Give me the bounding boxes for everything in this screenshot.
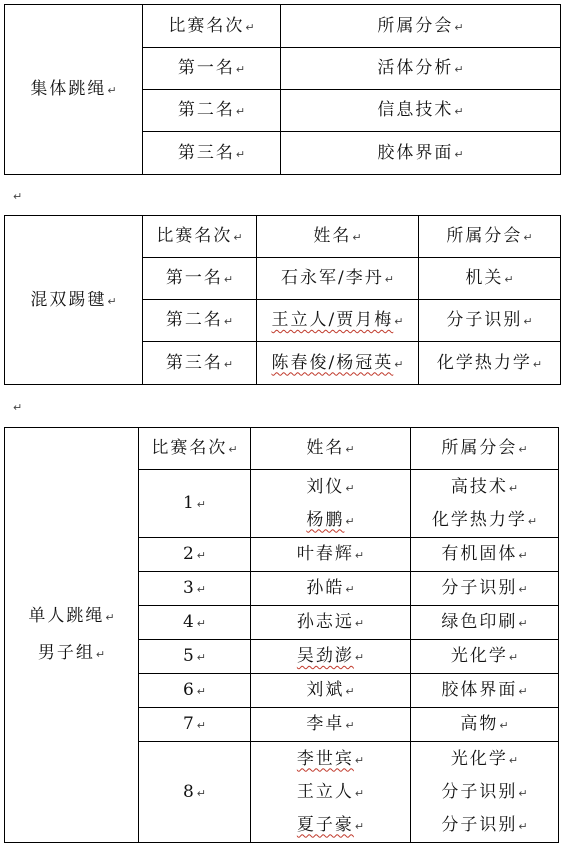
name-cell: 刘仪↵ 杨鹏↵ — [251, 470, 411, 538]
rank-cell: 第三名↵ — [143, 132, 281, 175]
category-cell: 集体跳绳↵ — [5, 5, 143, 175]
group-jump-table — [4, 4, 561, 175]
header-cell: 所属分会↵ — [281, 5, 561, 48]
name-cell: 陈春俊/杨冠英↵ — [257, 342, 419, 385]
branch-cell: 分子识别↵ — [411, 572, 559, 606]
category-label: 集体跳绳 — [30, 79, 107, 99]
single-jump-table — [4, 427, 559, 843]
name-cell: 吴劲澎↵ — [251, 640, 411, 674]
branch-cell: 有机固体↵ — [411, 538, 559, 572]
header-cell: 所属分会↵ — [411, 428, 559, 470]
header-cell: 比赛名次↵ — [143, 216, 257, 258]
name-cell: 王立人/贾月梅↵ — [257, 300, 419, 342]
mixed-shuttlecock-table — [4, 215, 561, 385]
category-sublabel: 男子组↵ — [37, 643, 106, 663]
branch-cell: 机关↵ — [419, 258, 561, 300]
rank-cell: 7↵ — [139, 708, 251, 742]
branch-cell: 高物↵ — [411, 708, 559, 742]
paragraph-mark: ↵ — [13, 401, 23, 414]
name-cell: 孙志远↵ — [251, 606, 411, 640]
category-label: 混双踢毽 — [30, 289, 107, 310]
name-cell: 李世宾↵ 王立人↵ 夏子豪↵ — [251, 742, 411, 843]
branch-cell: 化学热力学↵ — [419, 342, 561, 385]
name-cell: 石永军/李丹↵ — [257, 258, 419, 300]
branch-cell: 光化学↵ — [411, 640, 559, 674]
header-cell: 姓名↵ — [257, 216, 419, 258]
rank-cell: 3↵ — [139, 572, 251, 606]
header-cell: 比赛名次↵ — [139, 428, 251, 470]
header-cell: 姓名↵ — [251, 428, 411, 470]
name-cell: 刘斌↵ — [251, 674, 411, 708]
branch-cell: 高技术↵ 化学热力学↵ — [411, 470, 559, 538]
branch-cell: 分子识别↵ — [419, 300, 561, 342]
branch-cell: 胶体界面↵ — [411, 674, 559, 708]
rank-cell: 5↵ — [139, 640, 251, 674]
rank-cell: 第三名↵ — [143, 342, 257, 385]
category-cell — [5, 428, 139, 843]
category-label: 单人跳绳↵ — [28, 606, 115, 626]
header-cell: 比赛名次↵ — [143, 5, 281, 48]
category-cell: 混双踢毽↵ — [5, 216, 143, 385]
rank-cell: 第一名↵ — [143, 48, 281, 90]
rank-cell: 第二名↵ — [143, 300, 257, 342]
branch-cell: 光化学↵ 分子识别↵ 分子识别↵ — [411, 742, 559, 843]
branch-cell: 绿色印刷↵ — [411, 606, 559, 640]
header-cell: 所属分会↵ — [419, 216, 561, 258]
branch-cell: 活体分析↵ — [281, 48, 561, 90]
rank-cell: 第一名↵ — [143, 258, 257, 300]
rank-cell: 4↵ — [139, 606, 251, 640]
paragraph-mark: ↵ — [13, 190, 23, 203]
rank-cell: 第二名↵ — [143, 90, 281, 132]
rank-cell: 1↵ — [139, 470, 251, 538]
branch-cell: 信息技术↵ — [281, 90, 561, 132]
rank-cell: 6↵ — [139, 674, 251, 708]
branch-cell: 胶体界面↵ — [281, 132, 561, 175]
name-cell: 叶春辉↵ — [251, 538, 411, 572]
name-cell: 孙皓↵ — [251, 572, 411, 606]
name-cell: 李卓↵ — [251, 708, 411, 742]
rank-cell: 2↵ — [139, 538, 251, 572]
rank-cell: 8↵ — [139, 742, 251, 843]
